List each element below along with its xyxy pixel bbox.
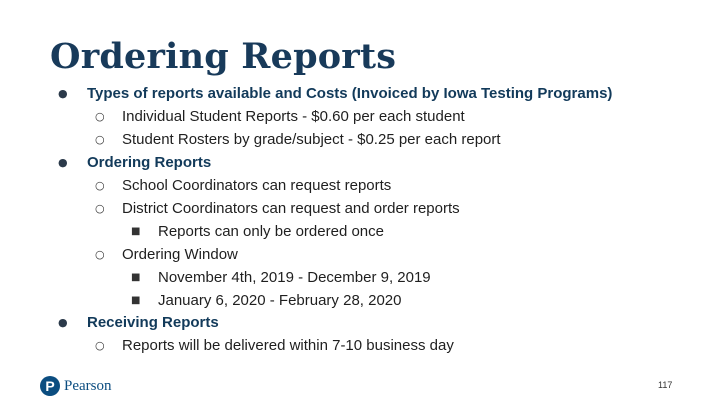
square-bullet-icon: ■ (131, 226, 141, 237)
square-bullet-icon: ■ (131, 295, 141, 306)
filled-circle-bullet-icon: ● (58, 316, 68, 329)
bullet-text: January 6, 2020 - February 28, 2020 (158, 292, 402, 309)
hollow-circle-bullet-icon: ○ (95, 110, 105, 123)
bullet-text: Reports can only be ordered once (158, 223, 384, 240)
hollow-circle-bullet-icon: ○ (95, 202, 105, 215)
hollow-circle-bullet-icon: ○ (95, 179, 105, 192)
pearson-p-icon: P (40, 376, 60, 396)
page-number: 117 (658, 380, 673, 390)
filled-circle-bullet-icon: ● (58, 87, 68, 100)
bullet-text: District Coordinators can request and order reports (122, 200, 460, 217)
bullet-text: School Coordinators can request reports (122, 177, 392, 194)
square-bullet-icon: ■ (131, 272, 141, 283)
bullet-text: Student Rosters by grade/subject - $0.25 per each report (122, 131, 501, 148)
pearson-wordmark: Pearson (64, 378, 112, 394)
bullet-text: Individual Student Reports - $0.60 per each student (122, 108, 465, 125)
hollow-circle-bullet-icon: ○ (95, 339, 105, 352)
bullet-text: Receiving Reports (87, 314, 219, 331)
slide-title: Ordering Reports (50, 36, 397, 77)
bullet-text: Types of reports available and Costs (Invoiced by Iowa Testing Programs) (87, 85, 613, 102)
bullet-text: Ordering Reports (87, 154, 212, 171)
bullet-text: Ordering Window (122, 246, 238, 263)
hollow-circle-bullet-icon: ○ (95, 133, 105, 146)
hollow-circle-bullet-icon: ○ (95, 248, 105, 261)
bullet-text: Reports will be delivered within 7-10 business day (122, 337, 454, 354)
bullet-text: November 4th, 2019 - December 9, 2019 (158, 269, 431, 286)
filled-circle-bullet-icon: ● (58, 156, 68, 169)
